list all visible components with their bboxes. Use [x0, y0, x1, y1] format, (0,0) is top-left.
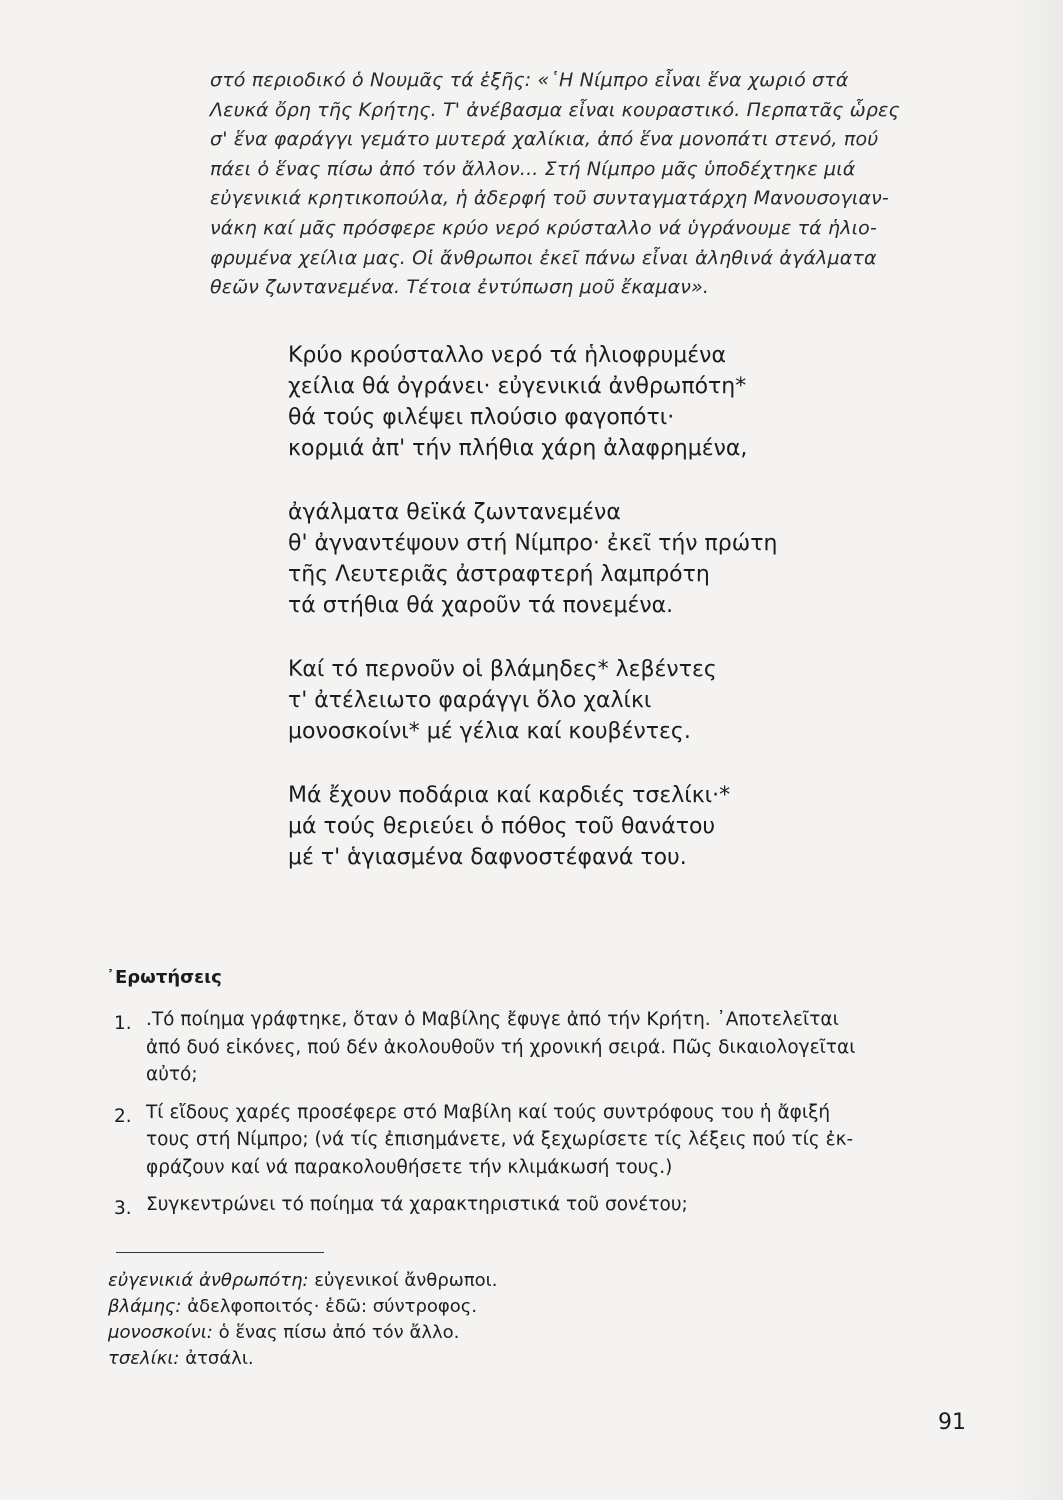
poem: [288, 340, 908, 906]
poem-line: μέ τ' ἁγιασμένα δαφνοστέφανά του.: [288, 845, 687, 870]
glossary-definition: εὐγενικοί ἄνθρωποι.: [314, 1270, 498, 1291]
question-text: [146, 1191, 986, 1219]
intro-line: Λευκά ὄρη τῆς Κρήτης. Τ' ἀνέβασμα εἶναι κουραστικό. Περπατᾶς ὧρες: [210, 98, 900, 121]
footnote-divider: [116, 1252, 324, 1253]
page-number: 91: [938, 1410, 966, 1435]
question-line: ἀπό δυό εἰκόνες, πού δέν ἀκολουθοῦν τή χρονική σειρά. Πῶς δικαιολογεῖται: [146, 1036, 856, 1058]
intro-paragraph: [210, 66, 970, 303]
poem-stanza-4: [288, 780, 908, 873]
question-number: 3.: [114, 1198, 132, 1219]
poem-line: χείλια θά ὀγράνει· εὐγενικιά ἀνθρωπότη*: [288, 374, 747, 399]
glossary-definition: ὁ ἕνας πίσω ἀπό τόν ἄλλο.: [218, 1322, 460, 1343]
intro-line: στό περιοδικό ὁ Νουμᾶς τά ἑξῆς: «῾Η Νίμπρο εἶναι ἕνα χωριό στά: [210, 69, 849, 91]
glossary-term: βλάμης:: [108, 1296, 188, 1317]
intro-line: εὐγενικιά κρητικοπούλα, ἡ ἀδερφή τοῦ συνταγματάρχη Μανουσογιαν-: [210, 187, 889, 210]
glossary: [108, 1268, 908, 1372]
poem-line: ἀγάλματα θεϊκά ζωντανεμένα: [288, 500, 621, 525]
poem-line: τά στήθια θά χαροῦν τά πονεμένα.: [288, 593, 674, 618]
glossary-entry: [108, 1320, 908, 1346]
poem-stanza-2: [288, 497, 908, 621]
poem-line: μά τούς θεριεύει ὁ πόθος τοῦ θανάτου: [288, 814, 716, 839]
glossary-definition: ἀδελφοποιτός· ἐδῶ: σύντροφος.: [187, 1296, 478, 1317]
questions-list: [106, 1006, 986, 1229]
question-text: [146, 1099, 986, 1182]
intro-line: πάει ὁ ἕνας πίσω ἀπό τόν ἄλλον... Στή Νίμπρο μᾶς ὑποδέχτηκε μιά: [210, 157, 856, 180]
poem-stanza-1: [288, 340, 908, 464]
intro-line: φρυμένα χείλια μας. Οἱ ἄνθρωποι ἐκεῖ πάνω εἶναι ἀληθινά ἀγάλματα: [210, 246, 877, 269]
poem-line: μονοσκοίνι* μέ γέλια καί κουβέντες.: [288, 719, 691, 744]
poem-line: Καί τό περνοῦν οἱ βλάμηδες* λεβέντες: [288, 657, 717, 682]
question-number: 2.: [114, 1105, 132, 1127]
question-line: τους στή Νίμπρο; (νά τίς ἐπισημάνετε, νά ξεχωρίσετε τίς λέξεις πού τίς ἐκ-: [146, 1129, 854, 1150]
glossary-term: εὐγενικιά ἀνθρωπότη:: [108, 1270, 315, 1291]
poem-line: Κρύο κρούσταλλο νερό τά ἡλιοφρυμένα: [288, 343, 726, 368]
question-line: .Τό ποίημα γράφτηκε, ὅταν ὁ Μαβίλης ἔφυγε ἀπό τήν Κρήτη. ᾿Αποτελεῖται: [146, 1009, 839, 1030]
page-edge-shadow: [1003, 0, 1063, 1500]
glossary-entry: [108, 1294, 908, 1320]
poem-line: Μά ἔχουν ποδάρια καί καρδιές τσελίκι·*: [288, 783, 731, 808]
question-line: αὐτό;: [146, 1064, 198, 1085]
poem-line: τ' ἀτέλειωτο φαράγγι ὅλο χαλίκι: [288, 688, 652, 713]
glossary-definition: ἀτσάλι.: [185, 1348, 254, 1369]
poem-line: τῆς Λευτεριᾶς ἀστραφτερή λαμπρότη: [288, 562, 710, 587]
question-text: [146, 1006, 986, 1089]
question-item: [106, 1191, 986, 1219]
intro-line: νάκη καί μᾶς πρόσφερε κρύο νερό κρύσταλλο νά ὑγράνουμε τά ἡλιο-: [210, 216, 877, 239]
glossary-entry: [108, 1268, 908, 1294]
question-item: [106, 1006, 986, 1089]
question-item: [106, 1099, 986, 1182]
glossary-entry: [108, 1346, 908, 1372]
poem-line: κορμιά ἀπ' τήν πλήθια χάρη ἀλαφρημένα,: [288, 436, 748, 461]
question-line: φράζουν καί νά παρακολουθήσετε τήν κλιμάκωσή τους.): [146, 1156, 673, 1178]
intro-line: θεῶν ζωντανεμένα. Τέτοια ἐντύπωση μοῦ ἔκαμαν».: [210, 276, 710, 299]
glossary-term: τσελίκι:: [108, 1348, 186, 1369]
intro-line: σ' ἕνα φαράγγι γεμάτο μυτερά χαλίκια, ἀπό ἕνα μονοπάτι στενό, πού: [210, 128, 879, 151]
question-line: Τί εἴδους χαρές προσέφερε στό Μαβίλη καί τούς συντρόφους του ἡ ἄφιξή: [146, 1101, 831, 1123]
poem-line: θά τούς φιλέψει πλούσιο φαγοπότι·: [288, 405, 675, 430]
questions-heading: ᾿Ερωτήσεις: [106, 967, 222, 988]
question-number: 1.: [114, 1013, 132, 1034]
poem-stanza-3: [288, 654, 908, 747]
question-line: Συγκεντρώνει τό ποίημα τά χαρακτηριστικά τοῦ σονέτου;: [146, 1194, 688, 1215]
poem-line: θ' ἀγναντέψουν στή Νίμπρο· ἐκεῖ τήν πρώτη: [288, 531, 778, 556]
glossary-term: μονοσκοίνι:: [108, 1322, 219, 1343]
